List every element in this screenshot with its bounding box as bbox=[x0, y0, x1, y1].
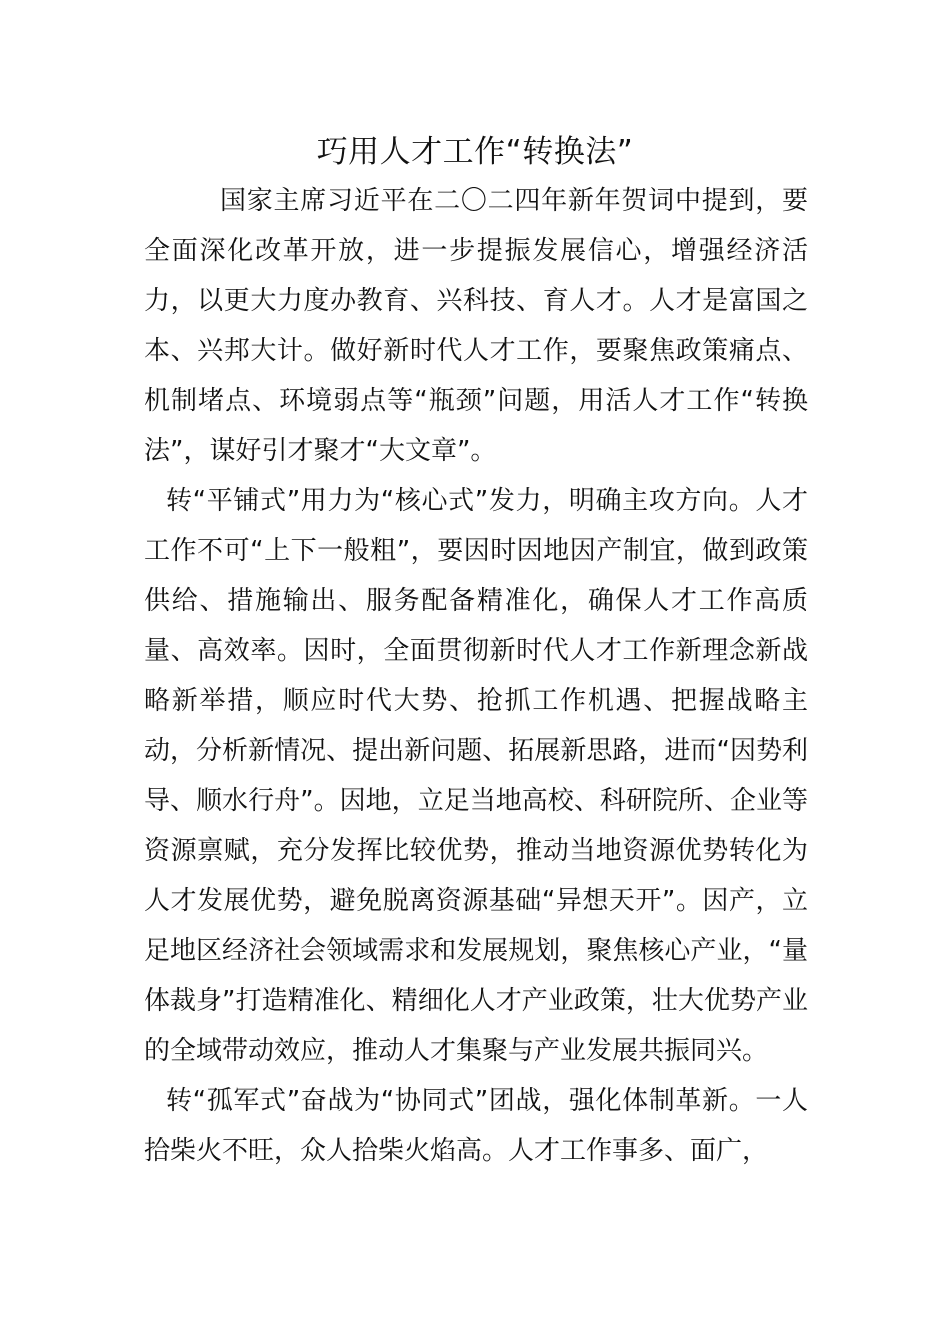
paragraph-collaboration: 转“孤军式”奋战为“协同式”团战，强化体制革新。一人拾柴火不旺，众人拾柴火焰高。人才工作事多、面广， bbox=[144, 1086, 808, 1166]
paragraph-intro: 国家主席习近平在二〇二四年新年贺词中提到，要全面深化改革开放，进一步提振发展信心，增强经济活力，以更大力度办教育、兴科技、育人才。人才是富国之本、兴邦大计。做好新时代人才工作，要聚焦政策痛点、机制堵点、环境弱点等“瓶颈”问题，用活人才工作“转换法”，谋好引才聚才“大文章”。 bbox=[144, 186, 808, 466]
document-title: 巧用人才工作“转换法” bbox=[316, 134, 634, 170]
paragraph-core-direction: 转“平铺式”用力为“核心式”发力，明确主攻方向。人才工作不可“上下一般粗”，要因时因地因产制宜，做到政策供给、措施输出、服务配备精准化，确保人才工作高质量、高效率。因时，全面贯彻新时代人才工作新理念新战略新举措，顺应时代大势、抢抓工作机遇、把握战略主动，分析新情况、提出新问题、拓展新思路，进而“因势利导、顺水行舟”。因地，立足当地高校、科研院所、企业等资源禀赋，充分发挥比较优势，推动当地资源优势转化为人才发展优势，避免脱离资源基础“异想天开”。因产，立足地区经济社会领域需求和发展规划，聚焦核心产业，“量体裁身”打造精准化、精细化人才产业政策，壮大优势产业的全域带动效应，推动人才集聚与产业发展共振同兴。 bbox=[144, 486, 808, 1066]
document-body bbox=[144, 176, 808, 1176]
